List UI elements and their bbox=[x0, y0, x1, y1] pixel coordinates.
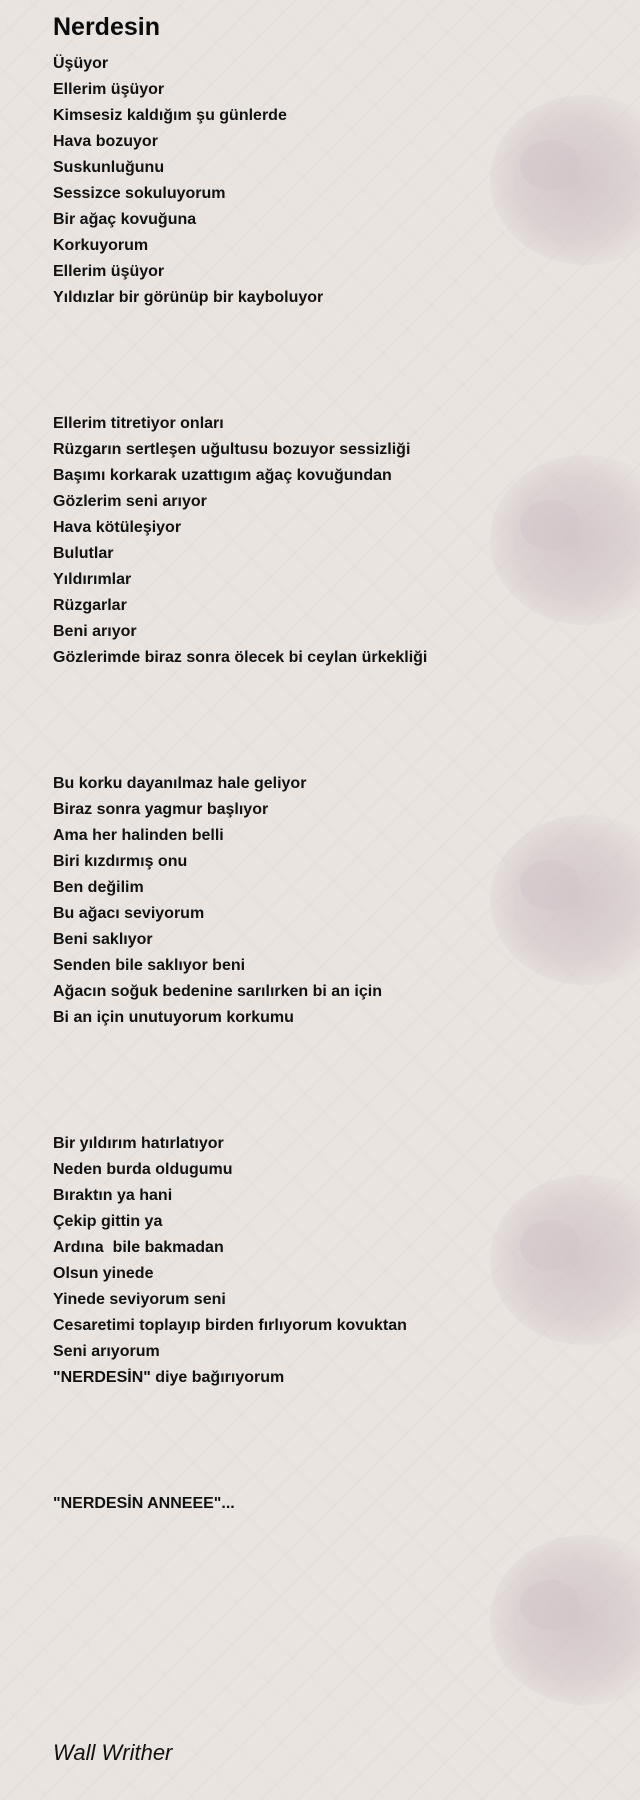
poem-line: Ardına bile bakmadan bbox=[53, 1239, 224, 1256]
poem-author: Wall Writher bbox=[53, 1740, 173, 1765]
poem-line: Beni saklıyor bbox=[53, 931, 153, 948]
poem-line: Üşüyor bbox=[53, 55, 109, 72]
poem-line: Bir ağaç kovuğuna bbox=[53, 211, 197, 228]
poem-line: Beni arıyor bbox=[53, 623, 137, 640]
poem-line: Bu korku dayanılmaz hale geliyor bbox=[53, 775, 307, 792]
poem-line: Biraz sonra yagmur başlıyor bbox=[53, 801, 269, 818]
poem-line: "NERDESİN" diye bağırıyorum bbox=[53, 1369, 285, 1386]
poem-line: Ama her halinden belli bbox=[53, 827, 224, 844]
poem-line: Hava kötüleşiyor bbox=[53, 519, 182, 536]
stanza-1 bbox=[53, 51, 323, 311]
poem-line: Bu ağacı seviyorum bbox=[53, 905, 205, 922]
poem-line: Rüzgarın sertleşen uğultusu bozuyor sessizliği bbox=[53, 441, 411, 458]
poem-line: Korkuyorum bbox=[53, 237, 149, 254]
poem-line: Suskunluğunu bbox=[53, 159, 165, 176]
poem-line: Ellerim üşüyor bbox=[53, 81, 165, 98]
poem-line: Olsun yinede bbox=[53, 1265, 154, 1282]
poem-line: Yıldızlar bir görünüp bir kayboluyor bbox=[53, 289, 324, 306]
poem-line: Yıldırımlar bbox=[53, 571, 132, 588]
poem-line: Neden burda oldugumu bbox=[53, 1161, 233, 1178]
poem-line: Cesaretimi toplayıp birden fırlıyorum kovuktan bbox=[53, 1317, 407, 1334]
stanza-2 bbox=[53, 411, 427, 671]
stanza-3 bbox=[53, 771, 382, 1031]
poem-line: Seni arıyorum bbox=[53, 1343, 160, 1360]
poem-line: Ağacın soğuk bedenine sarılırken bi an için bbox=[53, 983, 382, 1000]
poem-line: Sessizce sokuluyorum bbox=[53, 185, 226, 202]
poem-line: Çekip gittin ya bbox=[53, 1213, 163, 1230]
poem-line: Yinede seviyorum seni bbox=[53, 1291, 226, 1308]
poem-line: Gözlerim seni arıyor bbox=[53, 493, 207, 510]
poem-line: Başımı korkarak uzattıgım ağaç kovuğundan bbox=[53, 467, 392, 484]
poem-line: Bulutlar bbox=[53, 545, 114, 562]
poem-line: Bi an için unutuyorum korkumu bbox=[53, 1009, 294, 1026]
poem-line: Hava bozuyor bbox=[53, 133, 158, 150]
poem-line: Ellerim üşüyor bbox=[53, 263, 165, 280]
poem-line: Ellerim titretiyor onları bbox=[53, 415, 224, 432]
poem-line: Bıraktın ya hani bbox=[53, 1187, 173, 1204]
poem-line: Rüzgarlar bbox=[53, 597, 127, 614]
stanza-4 bbox=[53, 1131, 407, 1391]
poem-line: Ben değilim bbox=[53, 879, 144, 896]
stanza-5 bbox=[53, 1491, 235, 1517]
poem-line: Gözlerimde biraz sonra ölecek bi ceylan ürkekliği bbox=[53, 649, 428, 666]
poem-title: Nerdesin bbox=[53, 13, 160, 41]
poem-line: Bir yıldırım hatırlatıyor bbox=[53, 1135, 224, 1152]
poem-line: Biri kızdırmış onu bbox=[53, 853, 188, 870]
poem-line: Kimsesiz kaldığım şu günlerde bbox=[53, 107, 287, 124]
poem-line: Senden bile saklıyor beni bbox=[53, 957, 246, 974]
poem-line: "NERDESİN ANNEEE"... bbox=[53, 1495, 235, 1512]
